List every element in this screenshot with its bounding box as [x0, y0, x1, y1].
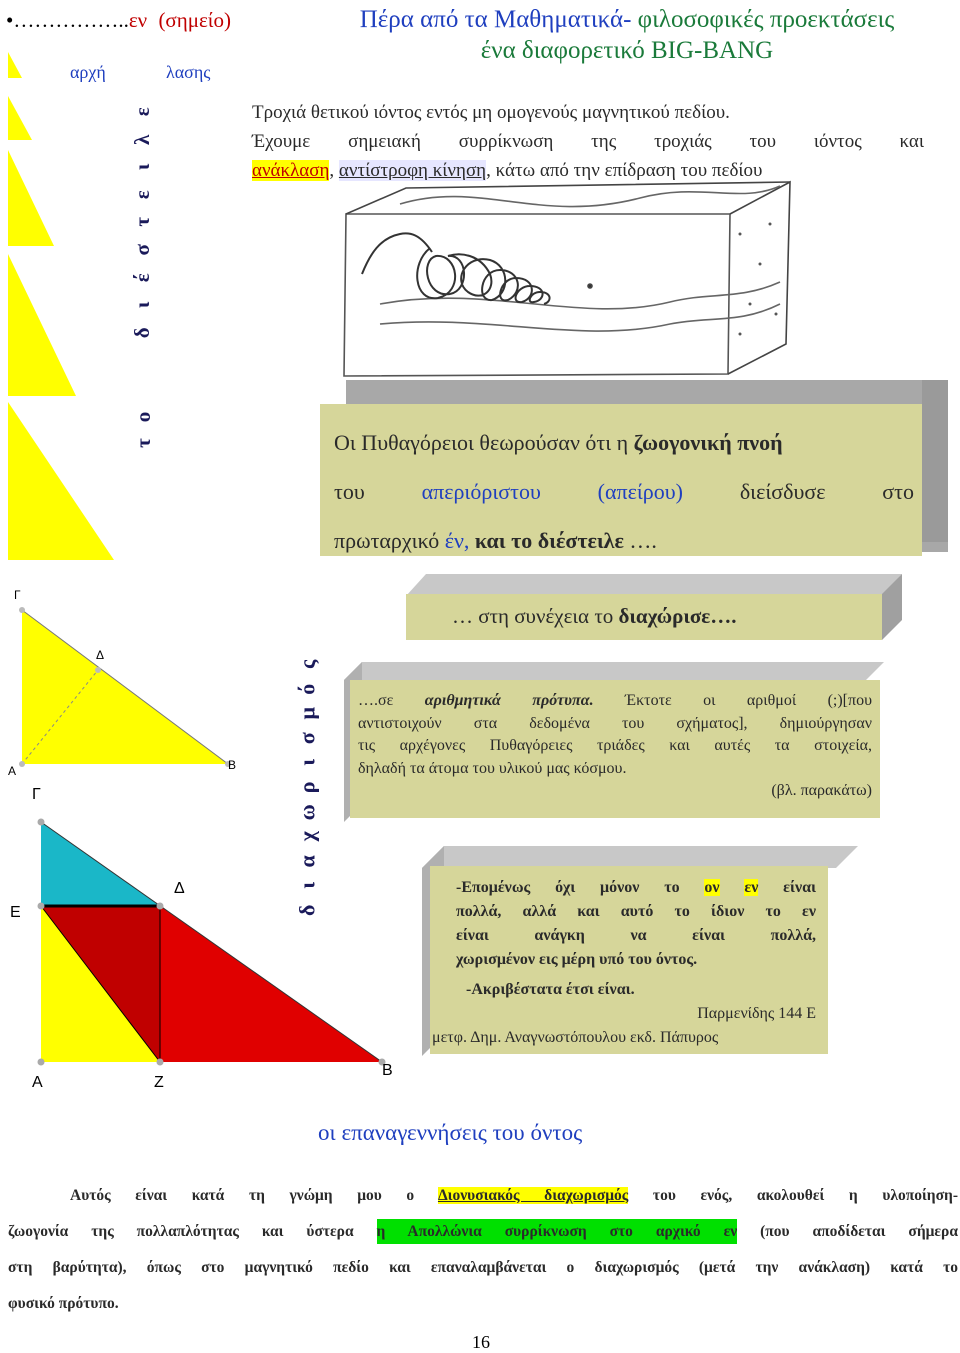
- continuation-box-top: [406, 574, 902, 596]
- vletter: χ: [294, 831, 320, 842]
- anaklasi-highlight: ανάκλαση: [252, 160, 330, 181]
- numbers-line-3: τις αρχέγονες Πυθαγόρειες τριάδες και αυτές τα στοιχεία,: [358, 737, 872, 754]
- vletter: μ: [294, 707, 320, 720]
- parm-line-5: -Ακριβέστατα έτσι είναι.: [466, 981, 635, 998]
- title-part-b: φιλοσοφικές προεκτάσεις: [631, 6, 895, 33]
- numbers-text: [358, 690, 872, 803]
- yellow-triangle-1: [8, 52, 22, 78]
- continuation-text-a: … στη συνέχεια το: [452, 604, 619, 628]
- vertical-word-diestelie: [132, 98, 154, 346]
- comma: ,: [329, 160, 339, 181]
- bottom-line-1-a: Αυτός είναι κατά τη γνώμη μου ο: [70, 1187, 438, 1204]
- pyth-line-2: [334, 467, 914, 516]
- vertical-word-diaxorismos: [296, 652, 320, 923]
- pythagorean-box-side: [922, 380, 948, 542]
- parm-line-2: πολλά, αλλά και αυτό το ίδιον το εν: [456, 903, 816, 920]
- zoogoniki-pnoi: ζωογονική πνοή: [633, 430, 783, 455]
- trajectory-line-3-end: , κάτω από την επίδραση του πεδίου: [486, 160, 763, 181]
- continuation-text: [452, 604, 737, 629]
- space: [720, 879, 745, 896]
- label-beta-big: Β: [382, 1062, 393, 1079]
- parm-line-3: είναι ανάγκη να είναι πολλά,: [456, 927, 816, 944]
- antistrofi-kinisi: αντίστροφη κίνηση: [338, 160, 487, 181]
- big-colored-figure: [0, 790, 400, 1080]
- vletter: ω: [294, 803, 320, 820]
- parm-line-1: [456, 876, 816, 900]
- pyth-line-1: [334, 418, 914, 467]
- trajectory-line-2: Έχουμε σημειακή συρρίκνωση της τροχιάς του ιόντος και: [252, 131, 924, 152]
- parm-line-1-e: είναι: [758, 879, 817, 896]
- parm-line-6: Παρμενίδης 144 Ε: [697, 1005, 816, 1022]
- vletter: ο: [131, 411, 155, 423]
- label-delta-big: Δ: [174, 880, 185, 897]
- small-triangle-figure: [0, 586, 260, 786]
- vletter: έ: [130, 272, 155, 282]
- pyth-line-2-end: διείσδυσε στο: [682, 479, 915, 504]
- vletter: ε: [130, 107, 155, 117]
- yellow-triangle-3: [8, 150, 54, 246]
- magnetic-field-sketch: [340, 174, 920, 394]
- en-highlight: εν: [744, 879, 759, 896]
- on-highlight: ον: [704, 879, 720, 896]
- en-word-2: έν,: [444, 528, 470, 553]
- bottom-line-4: φυσικό πρότυπο.: [8, 1295, 119, 1312]
- parm-line-7: μετφ. Δημ. Αναγνωστόπουλου εκδ. Πάπυρος: [432, 1029, 719, 1046]
- dionysiakos-diaxorismos: Διονυσιακός διαχωρισμός: [437, 1187, 629, 1204]
- diaxorise: διαχώρισε….: [618, 604, 737, 628]
- numbers-line-1: [358, 690, 872, 713]
- rebirth-title: οι επαναγεννήσεις του όντος: [318, 1120, 583, 1145]
- vletter: τ: [131, 438, 155, 448]
- vletter: ι: [130, 301, 155, 309]
- apollonia-syrriknosi: η Απολλώνια συρρίκνωση στο αρχικό εν: [377, 1219, 738, 1244]
- label-beta-small: Β: [228, 758, 237, 772]
- bottom-line-2-a: ζωογονία της πολλαπλότητας και ύστερα: [8, 1223, 377, 1240]
- pyth-line-3-text: πρωταρχικό: [334, 528, 445, 553]
- aperioristou: απεριόριστου (απείρου): [421, 479, 683, 504]
- vletter: σ: [130, 244, 155, 256]
- vletter: σ: [294, 732, 320, 745]
- yellow-triangle-5: [8, 402, 114, 560]
- yellow-triangle-4: [8, 254, 76, 396]
- label-epsilon-big: Ε: [10, 904, 21, 921]
- numbers-line-1-a: ….σε: [358, 692, 425, 709]
- vletter: τ: [130, 217, 155, 228]
- label-gamma-small: Γ: [14, 588, 21, 602]
- title-part-a: Πέρα από τα Μαθηματικά-: [359, 6, 632, 33]
- parmenides-text: [432, 876, 817, 1050]
- numbers-line-1-c: Έκτοτε οι αριθμοί (;)[που: [593, 692, 872, 709]
- numbers-box-top: [344, 662, 884, 680]
- page-number: 16: [472, 1332, 490, 1352]
- parmenides-box-top: [422, 846, 858, 868]
- arithmitika-protypa: αριθμητικά πρότυπα.: [424, 692, 594, 709]
- vletter: ό: [294, 683, 320, 695]
- trajectory-text: [252, 98, 924, 185]
- vletter: ρ: [294, 781, 320, 794]
- vletter: ε: [130, 190, 155, 200]
- label-zeta-big: Ζ: [154, 1074, 164, 1091]
- numbers-line-5: (βλ. παρακάτω): [771, 782, 872, 799]
- vletter: ι: [294, 759, 320, 767]
- header-left-top: [6, 8, 231, 33]
- label-alpha-small: Α: [8, 764, 17, 778]
- title-line-1: [302, 4, 952, 35]
- vletter: ι: [294, 882, 320, 890]
- vletter: ι: [130, 163, 155, 171]
- pythagorean-text: [334, 418, 914, 565]
- pyth-line-1-text: Οι Πυθαγόρειοι θεωρούσαν ότι η: [334, 430, 634, 455]
- arxi-label: αρχή: [70, 62, 106, 82]
- simeio-label: (σημείο): [158, 8, 231, 32]
- vletter: ς: [294, 659, 320, 669]
- vletter: δ: [130, 327, 155, 338]
- bottom-line-1: [8, 1178, 958, 1214]
- label-delta-small: Δ: [96, 648, 105, 662]
- pyth-line-3: [334, 516, 914, 565]
- en-word: εν: [128, 8, 148, 32]
- label-alpha-big: Α: [32, 1074, 43, 1091]
- label-gamma-big: Γ: [32, 786, 41, 803]
- vletter: α: [294, 854, 320, 868]
- vertical-word-to: [132, 404, 154, 456]
- bottom-line-3: στη βαρύτητα), όπως στο μαγνητικό πεδίο και επαναλαμβάνεται ο διαχωρισμός (μετά την ανάκλαση) κατά το: [8, 1259, 958, 1276]
- lasis-label: λασης: [166, 62, 211, 82]
- bottom-line-2-c: (που αποδίδεται σήμερα: [737, 1223, 958, 1240]
- yellow-triangle-2: [8, 96, 32, 140]
- parm-line-4: χωρισμένον εις μέρη υπό του όντος.: [456, 951, 698, 968]
- vletter: λ: [130, 134, 155, 145]
- bottom-line-1-c: του ενός, ακολουθεί η υλοποίηση-: [628, 1187, 959, 1204]
- bottom-line-2: [8, 1214, 958, 1250]
- numbers-line-2: αντιστοιχούν στα δεδομένα του σχήματος], δημιούργησαν: [358, 714, 872, 732]
- bottom-paragraph: [8, 1178, 958, 1322]
- page-title: [302, 4, 952, 66]
- dots: ….: [623, 528, 657, 553]
- trajectory-line-1: Τροχιά θετικού ιόντος εντός μη ομογενούς μαγνητικού πεδίου.: [252, 102, 730, 123]
- bullet-dots: •……………..: [6, 8, 129, 32]
- diesteile: και το διέστειλε: [469, 528, 624, 553]
- title-line-2: ένα διαφορετικό BIG-BANG: [480, 37, 774, 64]
- parm-line-1-a: -Επομένως όχι μόνον το: [456, 879, 705, 896]
- pyth-line-2-text: του: [334, 479, 422, 504]
- numbers-line-4: δηλαδή τα άτομα του υλικού μας κόσμου.: [358, 759, 627, 777]
- vletter: δ: [294, 904, 320, 916]
